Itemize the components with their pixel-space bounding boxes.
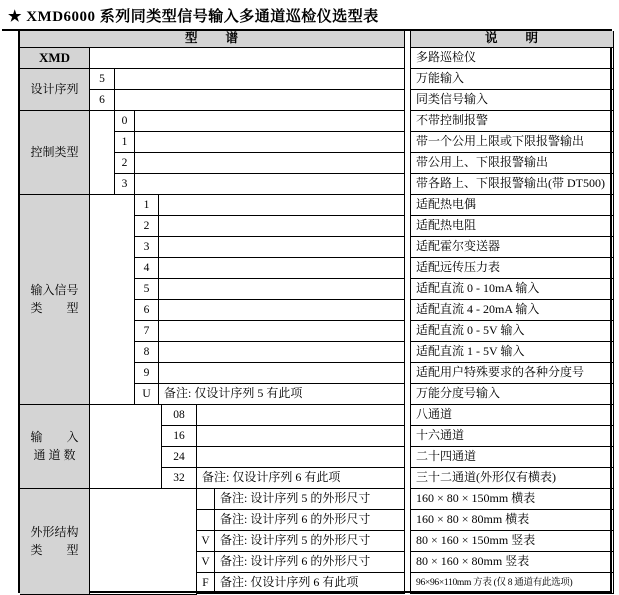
empty-cell [135, 174, 405, 195]
code-cell: V [197, 531, 215, 552]
desc-cell: 适配霍尔变送器 [410, 237, 614, 258]
note-cell: 备注: 设计序列 6 的外形尺寸 [215, 510, 405, 531]
empty-cell [197, 405, 405, 426]
note-cell: 备注: 设计序列 5 的外形尺寸 [215, 531, 405, 552]
code-cell [197, 510, 215, 531]
desc-cell: 160 × 80 × 80mm 横表 [410, 510, 614, 531]
code-cell: 08 [162, 405, 197, 426]
page-title: ★ XMD6000 系列同类型信号输入多通道巡检仪选型表 [2, 3, 483, 31]
section-label-line: 输 入 [30, 430, 79, 445]
desc-cell: 带一个公用上限或下限报警输出 [410, 132, 614, 153]
code-cell: 24 [162, 447, 197, 468]
section-label-line: 通 道 数 [33, 447, 76, 462]
section-label-design-series: 设计序列 [20, 69, 90, 111]
section-label-line: 类 型 [30, 300, 79, 315]
empty-cell [159, 342, 405, 363]
code-cell: 4 [135, 258, 159, 279]
empty-cell [90, 111, 115, 195]
code-cell: 2 [115, 153, 135, 174]
empty-cell [159, 363, 405, 384]
desc-cell: 八通道 [410, 405, 614, 426]
desc-cell: 不带控制报警 [410, 111, 614, 132]
empty-cell [90, 195, 135, 405]
code-cell: 16 [162, 426, 197, 447]
empty-cell [135, 132, 405, 153]
empty-cell [159, 237, 405, 258]
desc-cell: 适配直流 1 - 5V 输入 [410, 342, 614, 363]
section-label-line: 输入信号 [30, 283, 79, 298]
empty-cell [159, 216, 405, 237]
code-cell: U [135, 384, 159, 405]
desc-cell: 适配热电偶 [410, 195, 614, 216]
desc-cell: 80 × 160 × 150mm 竖表 [410, 531, 614, 552]
empty-cell [115, 69, 405, 90]
desc-cell: 适配直流 4 - 20mA 输入 [410, 300, 614, 321]
note-cell: 备注: 设计序列 6 的外形尺寸 [215, 552, 405, 573]
note-cell: 备注: 仅设计序列 6 有此项 [215, 573, 405, 594]
spec-table [18, 29, 612, 593]
desc-cell: 万能输入 [410, 69, 614, 90]
section-label-line: 外形结构 [30, 525, 79, 540]
empty-cell [135, 153, 405, 174]
desc-cell: 适配直流 0 - 5V 输入 [410, 321, 614, 342]
note-cell: 备注: 仅设计序列 6 有此项 [197, 468, 405, 489]
desc-cell: 十六通道 [410, 426, 614, 447]
empty-cell [90, 48, 405, 69]
desc-cell: 二十四通道 [410, 447, 614, 468]
desc-cell: 万能分度号输入 [410, 384, 614, 405]
empty-cell [197, 447, 405, 468]
empty-cell [159, 300, 405, 321]
code-cell: 3 [115, 174, 135, 195]
code-cell: 9 [135, 363, 159, 384]
desc-cell: 带各路上、下限报警输出(带 DT500) [410, 174, 614, 195]
desc-cell: 160 × 80 × 150mm 横表 [410, 489, 614, 510]
desc-cell: 同类信号输入 [410, 90, 614, 111]
desc-cell: 带公用上、下限报警输出 [410, 153, 614, 174]
code-cell: 1 [115, 132, 135, 153]
desc-cell: 三十二通道(外形仅有横表) [410, 468, 614, 489]
code-cell: 32 [162, 468, 197, 489]
code-cell: 5 [90, 69, 115, 90]
desc-cell: 适配远传压力表 [410, 258, 614, 279]
empty-cell [197, 426, 405, 447]
section-label-channel-count [20, 405, 90, 489]
empty-cell [159, 195, 405, 216]
col-header-description: 说 明 [410, 31, 614, 48]
desc-cell: 适配直流 0 - 10mA 输入 [410, 279, 614, 300]
note-cell: 备注: 仅设计序列 5 有此项 [159, 384, 405, 405]
desc-cell: 96×96×110mm 方表 (仅 8 通道有此选项) [410, 573, 614, 594]
code-cell: 8 [135, 342, 159, 363]
code-cell: 1 [135, 195, 159, 216]
code-cell: 6 [135, 300, 159, 321]
desc-cell: 80 × 160 × 80mm 竖表 [410, 552, 614, 573]
section-label-shape-type [20, 489, 90, 595]
code-cell: 0 [115, 111, 135, 132]
desc-cell: 适配热电阻 [410, 216, 614, 237]
col-header-spectrum: 型 谱 [20, 31, 405, 48]
code-cell: F [197, 573, 215, 594]
empty-cell [159, 321, 405, 342]
code-cell: V [197, 552, 215, 573]
code-cell: 6 [90, 90, 115, 111]
desc-cell: 适配用户特殊要求的各种分度号 [410, 363, 614, 384]
code-cell: 2 [135, 216, 159, 237]
empty-cell [90, 489, 197, 595]
desc-cell: 多路巡检仪 [410, 48, 614, 69]
code-cell: 5 [135, 279, 159, 300]
section-label-control-type: 控制类型 [20, 111, 90, 195]
empty-cell [159, 279, 405, 300]
code-cell: 3 [135, 237, 159, 258]
empty-cell [159, 258, 405, 279]
empty-cell [90, 405, 162, 489]
section-label-model-prefix: XMD [20, 48, 90, 69]
note-cell: 备注: 设计序列 5 的外形尺寸 [215, 489, 405, 510]
code-cell: 7 [135, 321, 159, 342]
empty-cell [115, 90, 405, 111]
section-label-signal-type [20, 195, 90, 405]
code-cell [197, 489, 215, 510]
section-label-line: 类 型 [30, 542, 79, 557]
empty-cell [135, 111, 405, 132]
